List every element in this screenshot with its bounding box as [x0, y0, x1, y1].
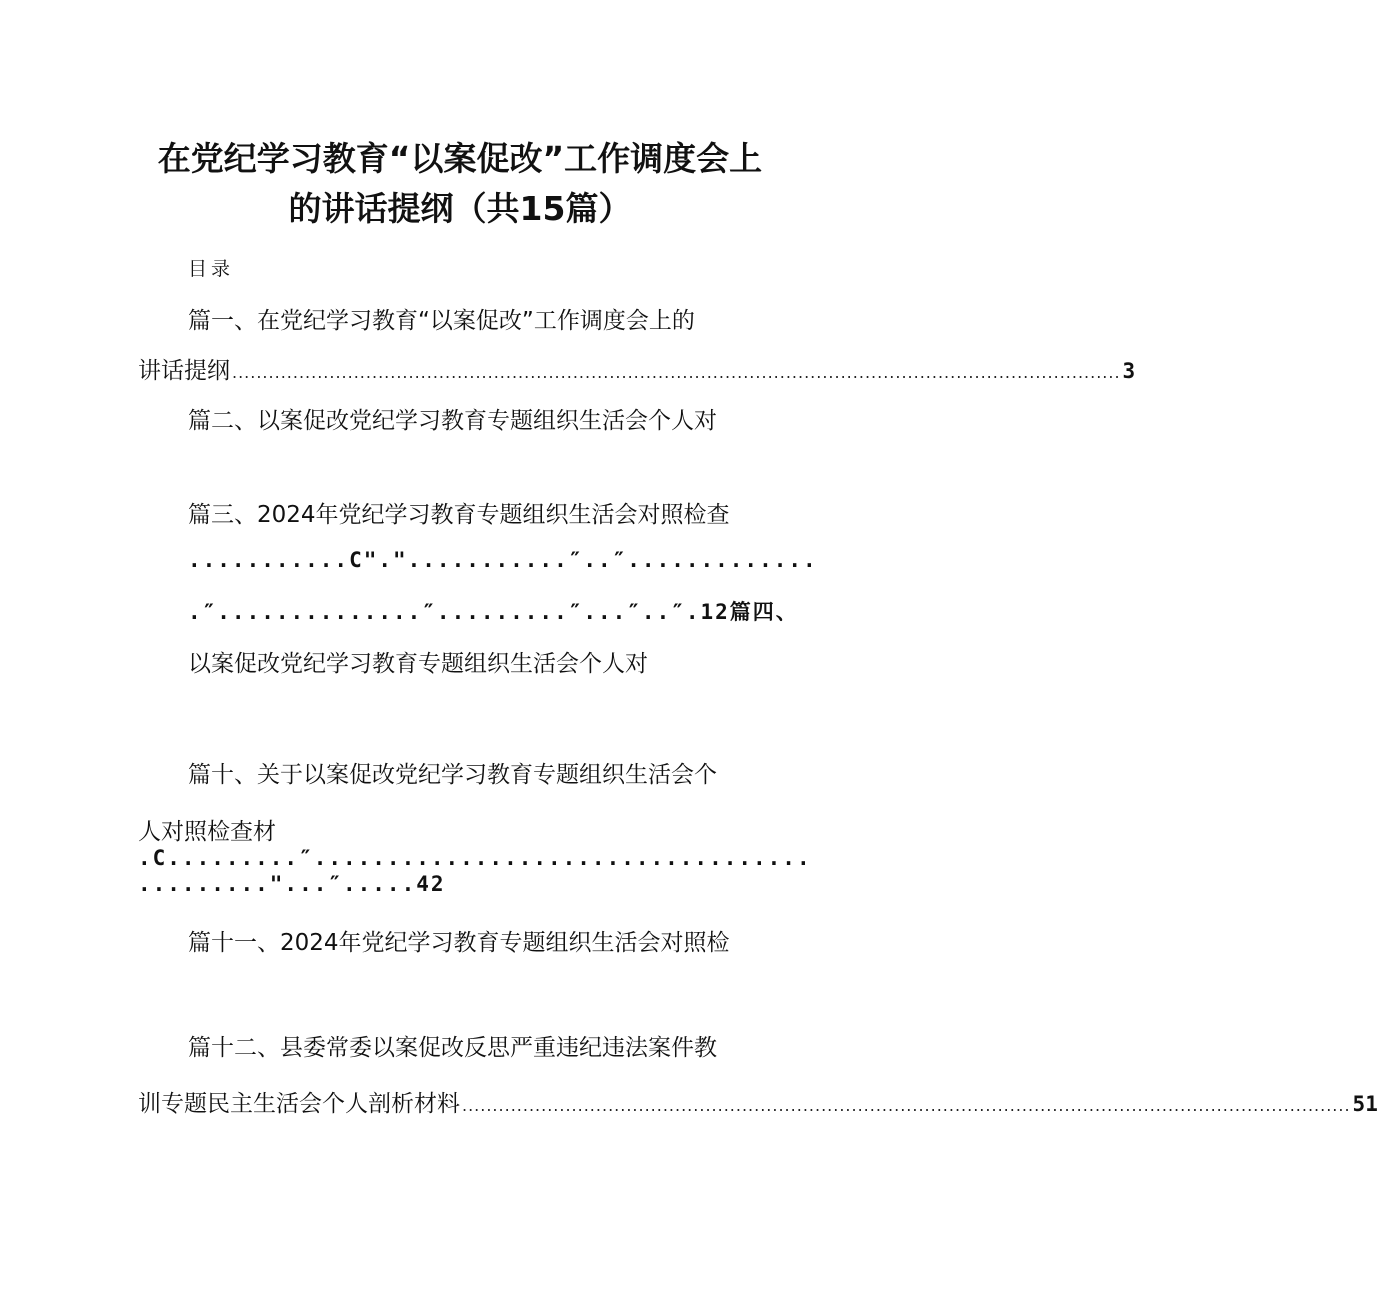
toc-entry-1-leader: ..................................................................................................................................................: [232, 363, 1121, 382]
toc-entry-1-line-2: [138, 352, 1136, 385]
toc-entry-10-line-2: 人对照检查材: [138, 819, 276, 845]
toc-entry-12-leader: ..................................................................................................................................................: [462, 1096, 1351, 1115]
toc-entry-1-title-end: 讲话提纲: [138, 358, 230, 384]
toc-entry-3-line-2: ...........C"."...........″..″.............: [188, 548, 818, 572]
document-title-line-1: 在党纪学习教育“以案促改”工作调度会上: [157, 139, 763, 178]
toc-entry-10-line-4: ........."...″.....42: [138, 872, 446, 896]
toc-entry-12-title-end: 训专题民主生活会个人剖析材料: [138, 1091, 460, 1117]
toc-entry-3-line-3: .″..............″.........″...″..″.12篇四、: [188, 600, 799, 624]
toc-entry-12-line-2: [138, 1085, 1378, 1118]
toc-entry-12-line-1: 篇十二、县委常委以案促改反思严重违纪违法案件教: [188, 1035, 717, 1061]
document-title-line-2: 的讲话提纲（共15篇）: [288, 189, 632, 228]
toc-heading: 目录: [188, 258, 235, 280]
toc-entry-2-line-1: 篇二、以案促改党纪学习教育专题组织生活会个人对: [188, 408, 717, 434]
toc-entry-1-line-1: 篇一、在党纪学习教育“以案促改”工作调度会上的: [188, 308, 695, 334]
toc-entry-3-line-1: 篇三、2024年党纪学习教育专题组织生活会对照检查: [188, 502, 730, 528]
toc-entry-10-line-3: .C.........″..................................: [138, 846, 812, 870]
toc-entry-12-page: 51: [1352, 1092, 1378, 1116]
toc-entry-10-line-1: 篇十、关于以案促改党纪学习教育专题组织生活会个: [188, 762, 717, 788]
toc-entry-11-line-1: 篇十一、2024年党纪学习教育专题组织生活会对照检: [188, 930, 730, 956]
toc-entry-1-page: 3: [1122, 359, 1136, 383]
toc-entry-4-line-1: 以案促改党纪学习教育专题组织生活会个人对: [188, 651, 648, 677]
